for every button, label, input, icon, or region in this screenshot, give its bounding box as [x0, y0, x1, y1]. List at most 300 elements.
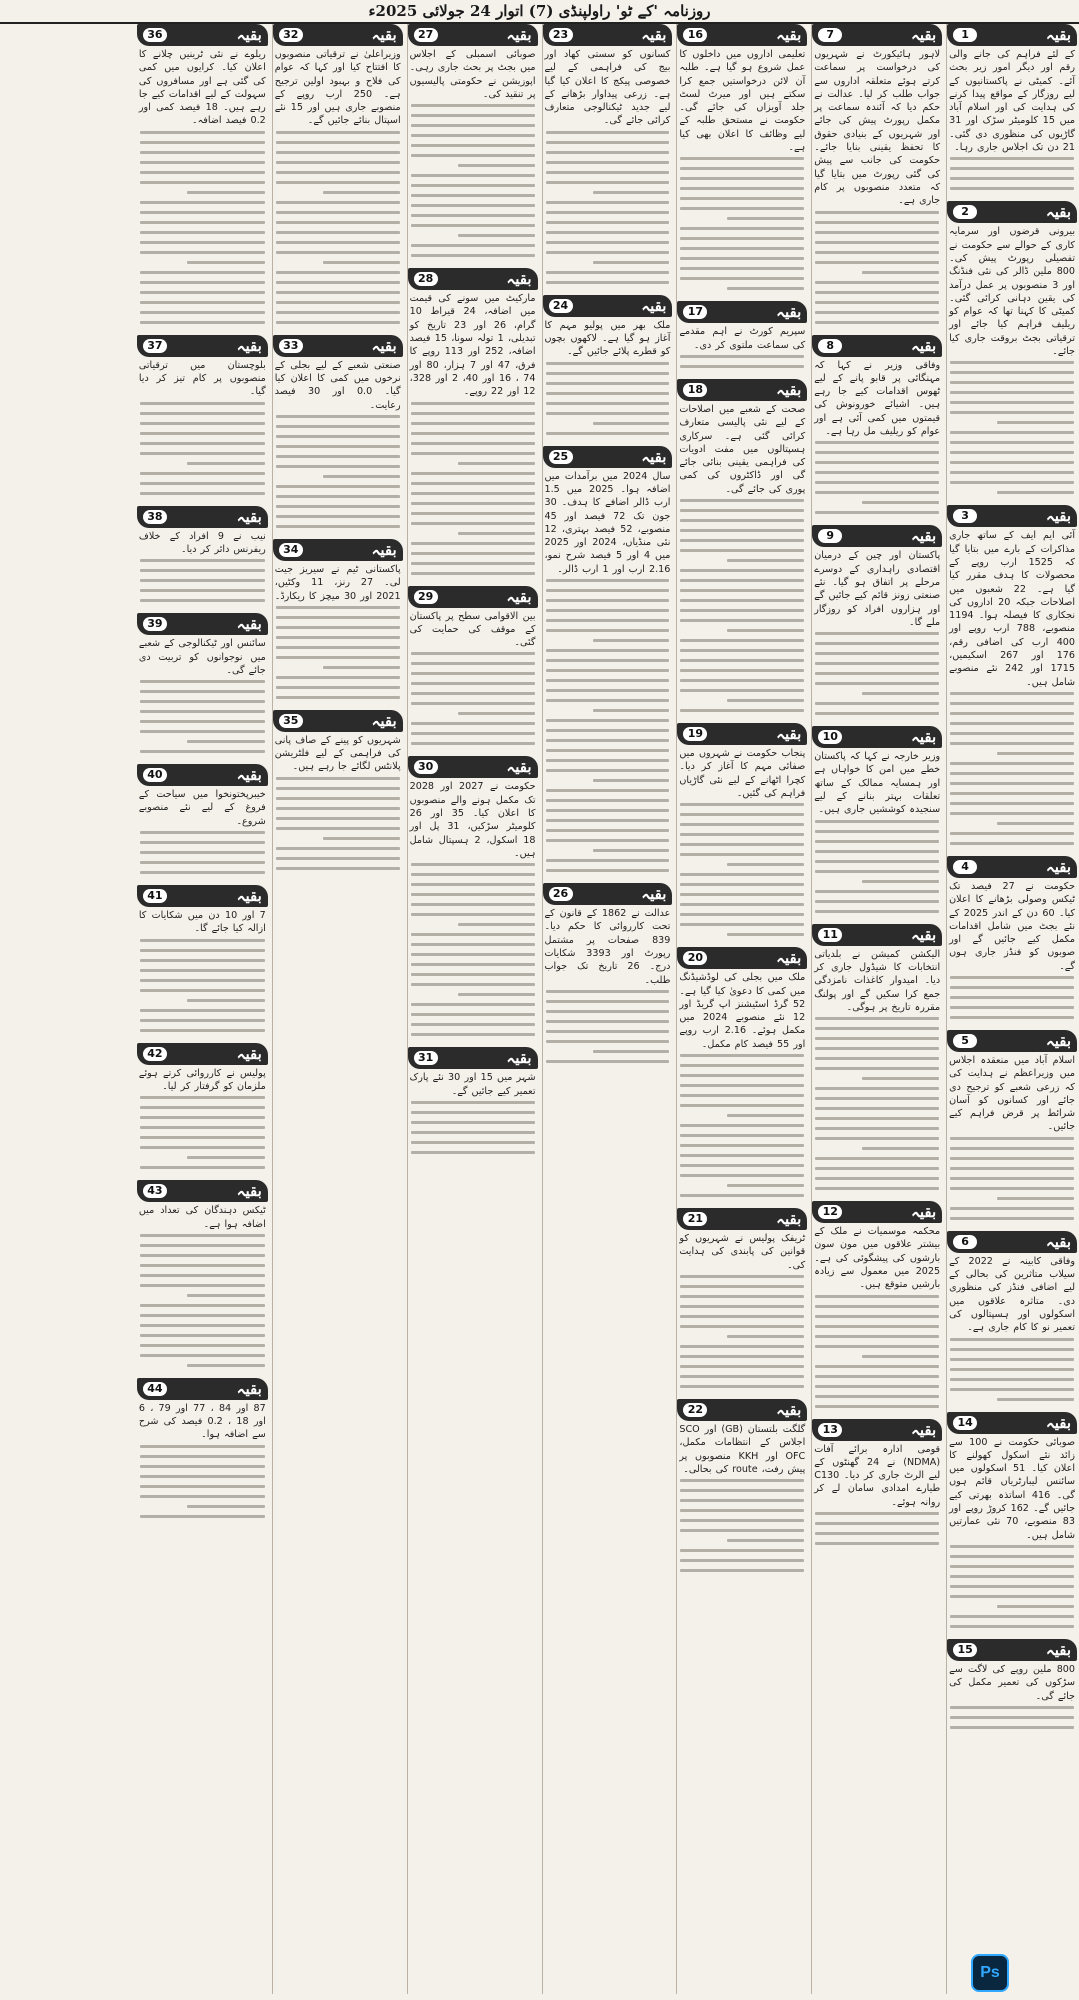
- text-line: [546, 829, 670, 832]
- baqiya-number: 13: [818, 1423, 842, 1437]
- baqiya-label: بقیہ: [1045, 507, 1071, 526]
- text-line: [950, 441, 1074, 444]
- text-line: [950, 996, 1074, 999]
- text-line: [546, 589, 670, 592]
- text-lines: [677, 800, 807, 943]
- baqiya-banner: [677, 24, 807, 46]
- text-line: [950, 1555, 1074, 1558]
- text-line: [276, 281, 400, 284]
- text-line: [997, 1398, 1074, 1401]
- text-line: [950, 157, 1074, 160]
- text-line: [140, 939, 265, 942]
- text-line: [815, 1177, 939, 1180]
- baqiya-label: بقیہ: [236, 26, 262, 44]
- baqiya-label: بقیہ: [641, 447, 667, 466]
- text-line: [680, 355, 804, 358]
- text-line: [815, 1295, 939, 1298]
- baqiya-number: 29: [414, 590, 438, 604]
- text-line: [276, 616, 400, 619]
- continuation-block: [947, 201, 1077, 501]
- text-line: [187, 1505, 264, 1508]
- text-line: [546, 171, 670, 174]
- text-line: [815, 1057, 939, 1060]
- text-line: [140, 1116, 265, 1119]
- continuation-block: [408, 756, 538, 1043]
- text-line: [140, 1314, 265, 1317]
- baqiya-label: بقیہ: [236, 766, 262, 785]
- article-text: پاکستان اور چین کے درمیان اقتصادی راہداری کے دوسرے مرحلے پر اتفاق ہو گیا۔ نئے صنعتی زونز قائم کیے جائیں گے اور ہزاروں افراد کو روزگار ملے گا۔: [814, 550, 941, 628]
- baqiya-label: بقیہ: [911, 26, 937, 44]
- text-lines: [137, 1442, 268, 1525]
- text-line: [546, 769, 670, 772]
- text-line: [140, 700, 265, 703]
- text-line: [727, 933, 804, 936]
- text-line: [276, 241, 400, 244]
- text-line: [411, 963, 535, 966]
- baqiya-banner: [677, 1399, 807, 1421]
- continuation-block: [137, 613, 268, 760]
- text-line: [680, 1365, 804, 1368]
- text-line: [546, 412, 670, 415]
- baqiya-number: 37: [143, 339, 167, 353]
- text-line: [862, 271, 939, 274]
- text-line: [140, 201, 265, 204]
- text-line: [140, 851, 265, 854]
- text-line: [276, 211, 400, 214]
- continuation-block: [273, 24, 403, 331]
- text-line: [140, 710, 265, 713]
- text-line: [815, 1305, 939, 1308]
- text-line: [276, 445, 400, 448]
- continuation-block: [408, 1047, 538, 1161]
- text-line: [276, 131, 400, 134]
- text-line: [815, 321, 939, 324]
- text-line: [546, 392, 670, 395]
- text-line: [546, 201, 670, 204]
- baqiya-number: 39: [143, 617, 167, 631]
- baqiya-banner: [947, 1639, 1077, 1661]
- text-line: [680, 1315, 804, 1318]
- article-text: اسلام آباد میں منعقدہ اجلاس میں وزیراعظم نے ہدایت کی کہ زرعی شعبے کو ترجیح دی جائے اور کسانوں کو آسان شرائط پر قرض فراہم کیے جائیں۔: [949, 1054, 1075, 1133]
- text-line: [458, 164, 535, 167]
- text-line: [680, 609, 804, 612]
- text-line: [140, 599, 265, 602]
- baqiya-banner: [543, 446, 673, 468]
- text-line: [680, 1104, 804, 1107]
- article-text: صوبائی اسمبلی کے اجلاس میں بجٹ پر بحث جاری رہی۔ اپوزیشن نے حکومتی پالیسیوں پر تنقید کی۔: [409, 49, 536, 100]
- text-lines: [137, 677, 268, 760]
- text-line: [140, 579, 265, 582]
- text-line: [411, 873, 535, 876]
- text-line: [815, 1395, 939, 1398]
- text-line: [276, 425, 400, 428]
- text-line: [815, 311, 939, 314]
- baqiya-number: 32: [279, 28, 303, 42]
- baqiya-banner: [137, 335, 268, 357]
- baqiya-label: بقیہ: [1045, 857, 1071, 876]
- text-line: [411, 742, 535, 745]
- text-line: [546, 161, 670, 164]
- text-lines: [137, 128, 268, 331]
- text-line: [815, 211, 939, 214]
- baqiya-banner: [947, 24, 1077, 46]
- text-line: [546, 869, 670, 872]
- text-line: [411, 472, 535, 475]
- text-line: [950, 976, 1074, 979]
- text-line: [950, 1207, 1074, 1210]
- text-line: [815, 1127, 939, 1130]
- text-line: [546, 859, 670, 862]
- text-line: [680, 267, 804, 270]
- text-line: [950, 1217, 1074, 1220]
- text-line: [950, 371, 1074, 374]
- text-line: [815, 1522, 939, 1525]
- text-line: [680, 1194, 804, 1197]
- baqiya-number: 15: [953, 1643, 977, 1657]
- baqiya-label: بقیہ: [506, 1049, 532, 1068]
- text-line: [950, 702, 1074, 705]
- text-line: [411, 863, 535, 866]
- text-line: [727, 559, 804, 562]
- text-line: [276, 181, 400, 184]
- baqiya-label: بقیہ: [911, 1203, 937, 1222]
- text-line: [546, 221, 670, 224]
- continuation-block: [812, 1419, 942, 1552]
- baqiya-label: بقیہ: [911, 527, 937, 546]
- baqiya-banner: [273, 539, 403, 561]
- text-line: [546, 1040, 670, 1043]
- text-line: [140, 1106, 265, 1109]
- text-line: [950, 177, 1074, 180]
- baqiya-label: بقیہ: [371, 336, 397, 355]
- baqiya-banner: [812, 726, 942, 748]
- baqiya-banner: [273, 710, 403, 732]
- text-line: [546, 141, 670, 144]
- text-line: [546, 990, 670, 993]
- text-lines: [812, 1509, 942, 1552]
- text-line: [276, 415, 400, 418]
- text-line: [140, 221, 265, 224]
- text-line: [411, 983, 535, 986]
- continuation-block: [677, 24, 807, 297]
- text-line: [276, 161, 400, 164]
- text-line: [950, 481, 1074, 484]
- text-line: [276, 231, 400, 234]
- text-line: [140, 1264, 265, 1267]
- text-line: [411, 682, 535, 685]
- text-line: [815, 860, 939, 863]
- baqiya-number: 23: [549, 28, 573, 42]
- text-line: [815, 291, 939, 294]
- article-text: ملک بھر میں پولیو مہم کا آغاز ہو گیا ہے۔ لاکھوں بچوں کو قطرے پلائے جائیں گے۔: [544, 319, 671, 358]
- baqiya-label: بقیہ: [236, 1379, 262, 1398]
- text-line: [140, 1126, 265, 1129]
- text-lines: [947, 358, 1077, 501]
- text-line: [593, 709, 670, 712]
- text-line: [546, 402, 670, 405]
- text-line: [680, 1124, 804, 1127]
- column: [676, 24, 807, 1994]
- baqiya-number: 3: [953, 509, 977, 523]
- article-text: خیبرپختونخوا میں سیاحت کے فروغ کے لیے نئے منصوبے شروع۔: [138, 789, 266, 827]
- continuation-block: [137, 1043, 268, 1177]
- text-line: [680, 1375, 804, 1378]
- text-line: [323, 191, 400, 194]
- text-line: [140, 1475, 265, 1478]
- text-line: [727, 863, 804, 866]
- text-lines: [947, 689, 1077, 852]
- text-lines: [677, 496, 807, 719]
- text-line: [276, 807, 400, 810]
- baqiya-banner: [543, 295, 673, 317]
- text-line: [140, 151, 265, 154]
- column: [946, 24, 1077, 1994]
- article-text: پاکستانی ٹیم نے سیریز جیت لی۔ 27 رنز، 11 وکٹیں، 2021 اور 30 میچز کا ریکارڈ۔: [274, 563, 401, 602]
- text-line: [862, 880, 939, 883]
- article-text: سپریم کورٹ نے اہم مقدمے کی سماعت ملتوی کر دی۔: [679, 326, 806, 351]
- text-line: [411, 562, 535, 565]
- text-line: [680, 207, 804, 210]
- continuation-block: [677, 301, 807, 375]
- text-line: [187, 740, 264, 743]
- baqiya-banner: [408, 586, 538, 608]
- article-text: پولیس نے کارروائی کرتے ہوئے ملزمان کو گرفتار کر لیا۔: [138, 1067, 266, 1092]
- text-line: [862, 1077, 939, 1080]
- text-lines: [137, 828, 268, 881]
- text-line: [411, 214, 535, 217]
- text-line: [815, 481, 939, 484]
- text-line: [140, 432, 265, 435]
- text-line: [411, 1003, 535, 1006]
- article-text: حکومت نے 27 فیصد تک ٹیکس وصولی بڑھانے کا اعلان کیا۔ 60 دن کے اندر 2025 کے نئے بجٹ میں شامل اقدامات مکمل کیے جائیں گے اور صوبوں کو فنڈز جاری ہوں گے۔: [949, 880, 1075, 972]
- baqiya-label: بقیہ: [1045, 1640, 1071, 1659]
- text-line: [815, 1512, 939, 1515]
- text-line: [411, 1151, 535, 1154]
- text-line: [815, 672, 939, 675]
- text-line: [411, 1101, 535, 1104]
- text-line: [680, 277, 804, 280]
- text-line: [411, 224, 535, 227]
- text-line: [727, 217, 804, 220]
- text-line: [680, 1074, 804, 1077]
- baqiya-banner: [408, 1047, 538, 1069]
- text-line: [140, 472, 265, 475]
- text-line: [815, 461, 939, 464]
- article-text: کسانوں کو سستی کھاد اور بیج کی فراہمی کے لیے خصوصی پیکج کا اعلان کیا گیا ہے۔ زرعی پیداوار بڑھانے کے لیے جدید ٹیکنالوجی متعارف کرائی جائے گی۔: [544, 49, 671, 127]
- text-line: [997, 1197, 1074, 1200]
- continuation-block: [947, 24, 1077, 197]
- text-line: [680, 1355, 804, 1358]
- baqiya-number: 38: [143, 510, 167, 524]
- text-line: [815, 910, 939, 913]
- text-line: [140, 861, 265, 864]
- baqiya-label: بقیہ: [776, 26, 802, 44]
- text-line: [276, 777, 400, 780]
- text-line: [680, 227, 804, 230]
- text-line: [546, 362, 670, 365]
- text-line: [546, 799, 670, 802]
- baqiya-number: 5: [953, 1034, 977, 1048]
- text-line: [680, 873, 804, 876]
- text-line: [680, 1385, 804, 1388]
- text-line: [140, 1244, 265, 1247]
- article-text: ملک میں بجلی کی لوڈشیڈنگ میں کمی کا دعویٰ کیا گیا ہے۔ 52 گرڈ اسٹیشنز اپ گریڈ اور 12 نئے منصوبے 2024 میں مکمل ہوئے۔ 2.16 ارب روپے اور 55 فیصد کام مکمل۔: [679, 972, 806, 1050]
- baqiya-number: 4: [953, 860, 977, 874]
- text-line: [323, 837, 400, 840]
- baqiya-number: 1: [953, 28, 977, 42]
- text-line: [546, 181, 670, 184]
- baqiya-banner: [947, 1412, 1077, 1434]
- text-line: [950, 722, 1074, 725]
- text-line: [546, 131, 670, 134]
- baqiya-banner: [137, 1180, 268, 1202]
- text-line: [815, 632, 939, 635]
- text-line: [546, 669, 670, 672]
- text-line: [950, 1338, 1074, 1341]
- article-text: قومی ادارہ برائے آفات (NDMA) نے 24 گھنٹوں کے لیے الرٹ جاری کر دیا۔ C130 طیارے امدادی سامان لے کر روانہ ہوئے۔: [814, 1443, 941, 1508]
- text-line: [950, 1348, 1074, 1351]
- text-line: [815, 1315, 939, 1318]
- article-text: لاہور ہائیکورٹ نے شہریوں کی درخواست پر سماعت کرتے ہوئے متعلقہ اداروں سے جواب طلب کر لیا۔ عدالت نے حکم دیا کہ آئندہ سماعت پر مکمل رپورٹ پیش کی جائے اور شہریوں کے بنیادی حقوق کا تحفظ یقینی بنایا جائے۔ حکومت کی جانب سے پیش کی گئی رپورٹ میں بتایا گیا کہ متعدد منصوبوں پر کام جاری ہے۔: [814, 49, 941, 207]
- text-line: [593, 191, 670, 194]
- text-line: [276, 696, 400, 699]
- text-line: [187, 1294, 264, 1297]
- text-line: [815, 1067, 939, 1070]
- text-line: [411, 953, 535, 956]
- article-text: 7 اور 10 دن میں شکایات کا ازالہ کیا جائے گا۔: [138, 910, 266, 935]
- text-line: [140, 161, 265, 164]
- article-text: کے لئے فراہم کی جانے والی رقم اور دیگر امور زیر بحث آئے۔ کمیٹی نے پاکستانیوں کے لیے روزگار کے مواقع پیدا کرنے کی ہدایت کی اور اسلام آباد میں 15 کلومیٹر سڑک اور 31 گاڑیوں کی منظوری دی گئی۔ 21 دن تک اجلاس جاری رہا۔: [949, 49, 1075, 154]
- text-line: [411, 1111, 535, 1114]
- baqiya-banner: [947, 505, 1077, 527]
- text-line: [815, 900, 939, 903]
- text-line: [680, 187, 804, 190]
- continuation-block: [947, 1030, 1077, 1227]
- text-line: [323, 666, 400, 669]
- text-line: [950, 1358, 1074, 1361]
- text-line: [950, 1706, 1074, 1709]
- baqiya-label: بقیہ: [911, 1420, 937, 1439]
- text-line: [140, 559, 265, 562]
- text-line: [727, 1114, 804, 1117]
- baqiya-label: بقیہ: [506, 587, 532, 606]
- text-line: [411, 114, 535, 117]
- text-line: [411, 552, 535, 555]
- continuation-block: [543, 295, 673, 442]
- text-line: [950, 782, 1074, 785]
- text-line: [815, 850, 939, 853]
- text-line: [411, 412, 535, 415]
- text-line: [815, 652, 939, 655]
- text-line: [140, 1136, 265, 1139]
- text-line: [187, 999, 264, 1002]
- page-title: روزنامہ 'کے ٹو' راولپنڈی (7) اتوار 24 جولائی 2025ء: [368, 2, 711, 20]
- text-line: [680, 923, 804, 926]
- text-line: [680, 823, 804, 826]
- text-lines: [408, 101, 538, 264]
- text-lines: [543, 359, 673, 442]
- text-line: [276, 505, 400, 508]
- text-line: [815, 1027, 939, 1030]
- text-line: [950, 1157, 1074, 1160]
- continuation-block: [947, 1412, 1077, 1635]
- text-line: [140, 690, 265, 693]
- text-line: [815, 712, 939, 715]
- baqiya-number: 26: [549, 887, 573, 901]
- text-line: [276, 271, 400, 274]
- article-text: شہر میں 15 اور 30 نئے پارک تعمیر کیے جائیں گے۔: [409, 1072, 536, 1097]
- text-line: [950, 842, 1074, 845]
- text-line: [276, 817, 400, 820]
- text-line: [411, 124, 535, 127]
- text-line: [680, 579, 804, 582]
- text-lines: [677, 1051, 807, 1204]
- article-text: ٹریفک پولیس نے شہریوں کو قوانین کی پابندی کی ہدایت کی۔: [679, 1233, 806, 1271]
- text-line: [411, 1141, 535, 1144]
- text-lines: [273, 128, 403, 331]
- text-lines: [812, 208, 942, 331]
- text-line: [546, 432, 670, 435]
- text-line: [546, 231, 670, 234]
- text-line: [546, 251, 670, 254]
- text-lines: [947, 154, 1077, 197]
- text-line: [815, 682, 939, 685]
- continuation-block: [273, 335, 403, 535]
- text-line: [950, 712, 1074, 715]
- text-line: [140, 1274, 265, 1277]
- text-line: [680, 619, 804, 622]
- text-line: [140, 311, 265, 314]
- baqiya-number: 22: [683, 1403, 707, 1417]
- text-line: [680, 257, 804, 260]
- text-line: [950, 431, 1074, 434]
- continuation-block: [677, 1399, 807, 1579]
- text-line: [140, 412, 265, 415]
- text-line: [950, 167, 1074, 170]
- continuation-block: [408, 24, 538, 264]
- text-line: [411, 244, 535, 247]
- article-text: وزیر خارجہ نے کہا کہ پاکستان خطے میں امن کا خواہاں ہے اور ہمسایہ ممالک کے ساتھ تعلقات بہتر بنانے کے لیے سنجیدہ کوششیں جاری ہیں۔: [814, 751, 941, 816]
- text-line: [140, 1354, 265, 1357]
- text-line: [276, 151, 400, 154]
- article-text: نیب نے 9 افراد کے خلاف ریفرنس دائر کر دیا۔: [138, 530, 266, 555]
- article-text: ریلوے نے نئی ٹرینیں چلانے کا اعلان کیا۔ کرایوں میں کمی کی گئی ہے اور مسافروں کی سہولت کے لیے اقدامات کیے جا رہے ہیں۔ 18 فیصد کمی اور 0.2 فیصد اضافہ۔: [138, 49, 266, 127]
- text-line: [950, 1006, 1074, 1009]
- text-line: [140, 979, 265, 982]
- text-line: [140, 1455, 265, 1458]
- article-text: شہریوں کو پینے کے صاف پانی کی فراہمی کے لیے فلٹریشن پلانٹس لگائے جا رہے ہیں۔: [274, 734, 401, 773]
- text-lines: [137, 399, 268, 502]
- text-line: [276, 455, 400, 458]
- text-line: [411, 542, 535, 545]
- text-line: [546, 1000, 670, 1003]
- continuation-block: [543, 446, 673, 879]
- text-line: [680, 1489, 804, 1492]
- text-line: [950, 802, 1074, 805]
- text-line: [862, 692, 939, 695]
- text-line: [815, 1405, 939, 1408]
- text-line: [950, 1625, 1074, 1628]
- text-line: [140, 1009, 265, 1012]
- column: [811, 24, 942, 1994]
- text-lines: [677, 352, 807, 375]
- text-line: [276, 626, 400, 629]
- text-line: [680, 903, 804, 906]
- text-line: [546, 679, 670, 682]
- continuation-block: [677, 723, 807, 943]
- text-line: [187, 462, 264, 465]
- text-line: [680, 1154, 804, 1157]
